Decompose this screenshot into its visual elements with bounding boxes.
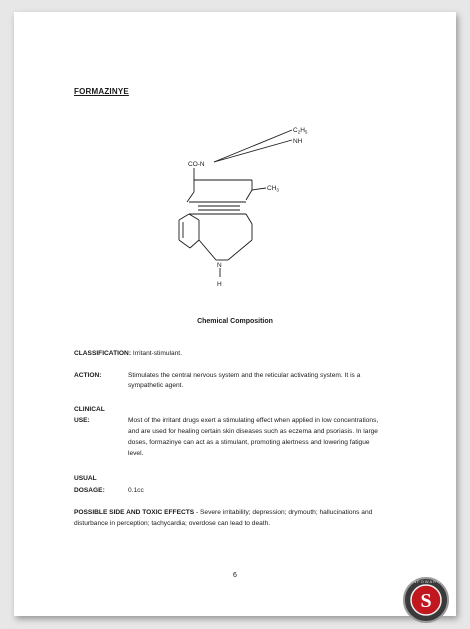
side-effects-label: POSSIBLE SIDE AND TOXIC EFFECTS: [74, 509, 195, 516]
label-h: H: [217, 281, 222, 288]
action-line-1: Stimulates the central nervous system and the reticular activating system. It is a: [128, 372, 361, 379]
side-effects-line-1: [74, 508, 372, 518]
bond-line: [190, 240, 199, 248]
bond-line: [189, 214, 199, 220]
document-page: [14, 12, 456, 616]
bond-line: [187, 192, 194, 202]
side-effects-line-2: disturbance in perception; tachycardia; overdose can lead to death.: [74, 520, 271, 527]
clinical-line-4: level.: [128, 450, 144, 457]
bond-line: [214, 130, 292, 162]
label-con: CO-N: [188, 161, 205, 168]
chemical-structure-diagram: [14, 12, 456, 312]
clinical-line-3: doses, formazinye can act as a stimulant, promoting alertness and lowering fatigue: [128, 439, 370, 446]
badge-ring-text: INFOWARS: [411, 579, 441, 584]
bond-line: [246, 190, 252, 200]
dosage-label-1: USUAL: [74, 475, 97, 482]
bond-line: [199, 240, 216, 260]
dosage-label-2: DOSAGE:: [74, 487, 105, 494]
label-n: N: [217, 262, 222, 269]
action-label: ACTION:: [74, 372, 102, 379]
bond-line: [252, 188, 266, 190]
page-number: 6: [233, 572, 237, 579]
label-ch3: $CH_3$: [267, 185, 279, 193]
drug-title: FORMAZINYE: [74, 87, 129, 96]
dosage-value: 0.1cc: [128, 487, 144, 494]
classification-label: CLASSIFICATION:: [74, 350, 132, 357]
label-c2h5: $C_2H_5$: [293, 127, 308, 135]
bond-line: [228, 240, 252, 260]
classification-row: [74, 349, 182, 359]
bond-line: [179, 240, 190, 248]
clinical-line-1: Most of the irritant drugs exert a stimulating effect when applied in low concentrations,: [128, 417, 379, 424]
bond-line: [214, 140, 292, 162]
clinical-label-2: USE:: [74, 417, 90, 424]
infowars-badge-logo: [393, 575, 459, 625]
figure-caption: Chemical Composition: [197, 318, 273, 325]
bond-line: [246, 214, 252, 224]
clinical-label-1: CLINICAL: [74, 406, 105, 413]
classification-value: Irritant-stimulant.: [132, 350, 182, 357]
badge-letter: S: [420, 590, 432, 612]
side-effects-text-1: - Severe irritability; depression; drymouth; hallucinations and: [194, 509, 373, 516]
label-nh: NH: [293, 138, 303, 145]
clinical-line-2: and are used for healing certain skin diseases such as eczema and psoriasis. In large: [128, 428, 378, 435]
action-line-2: sympathetic agent.: [128, 382, 184, 389]
bond-line: [179, 214, 189, 220]
